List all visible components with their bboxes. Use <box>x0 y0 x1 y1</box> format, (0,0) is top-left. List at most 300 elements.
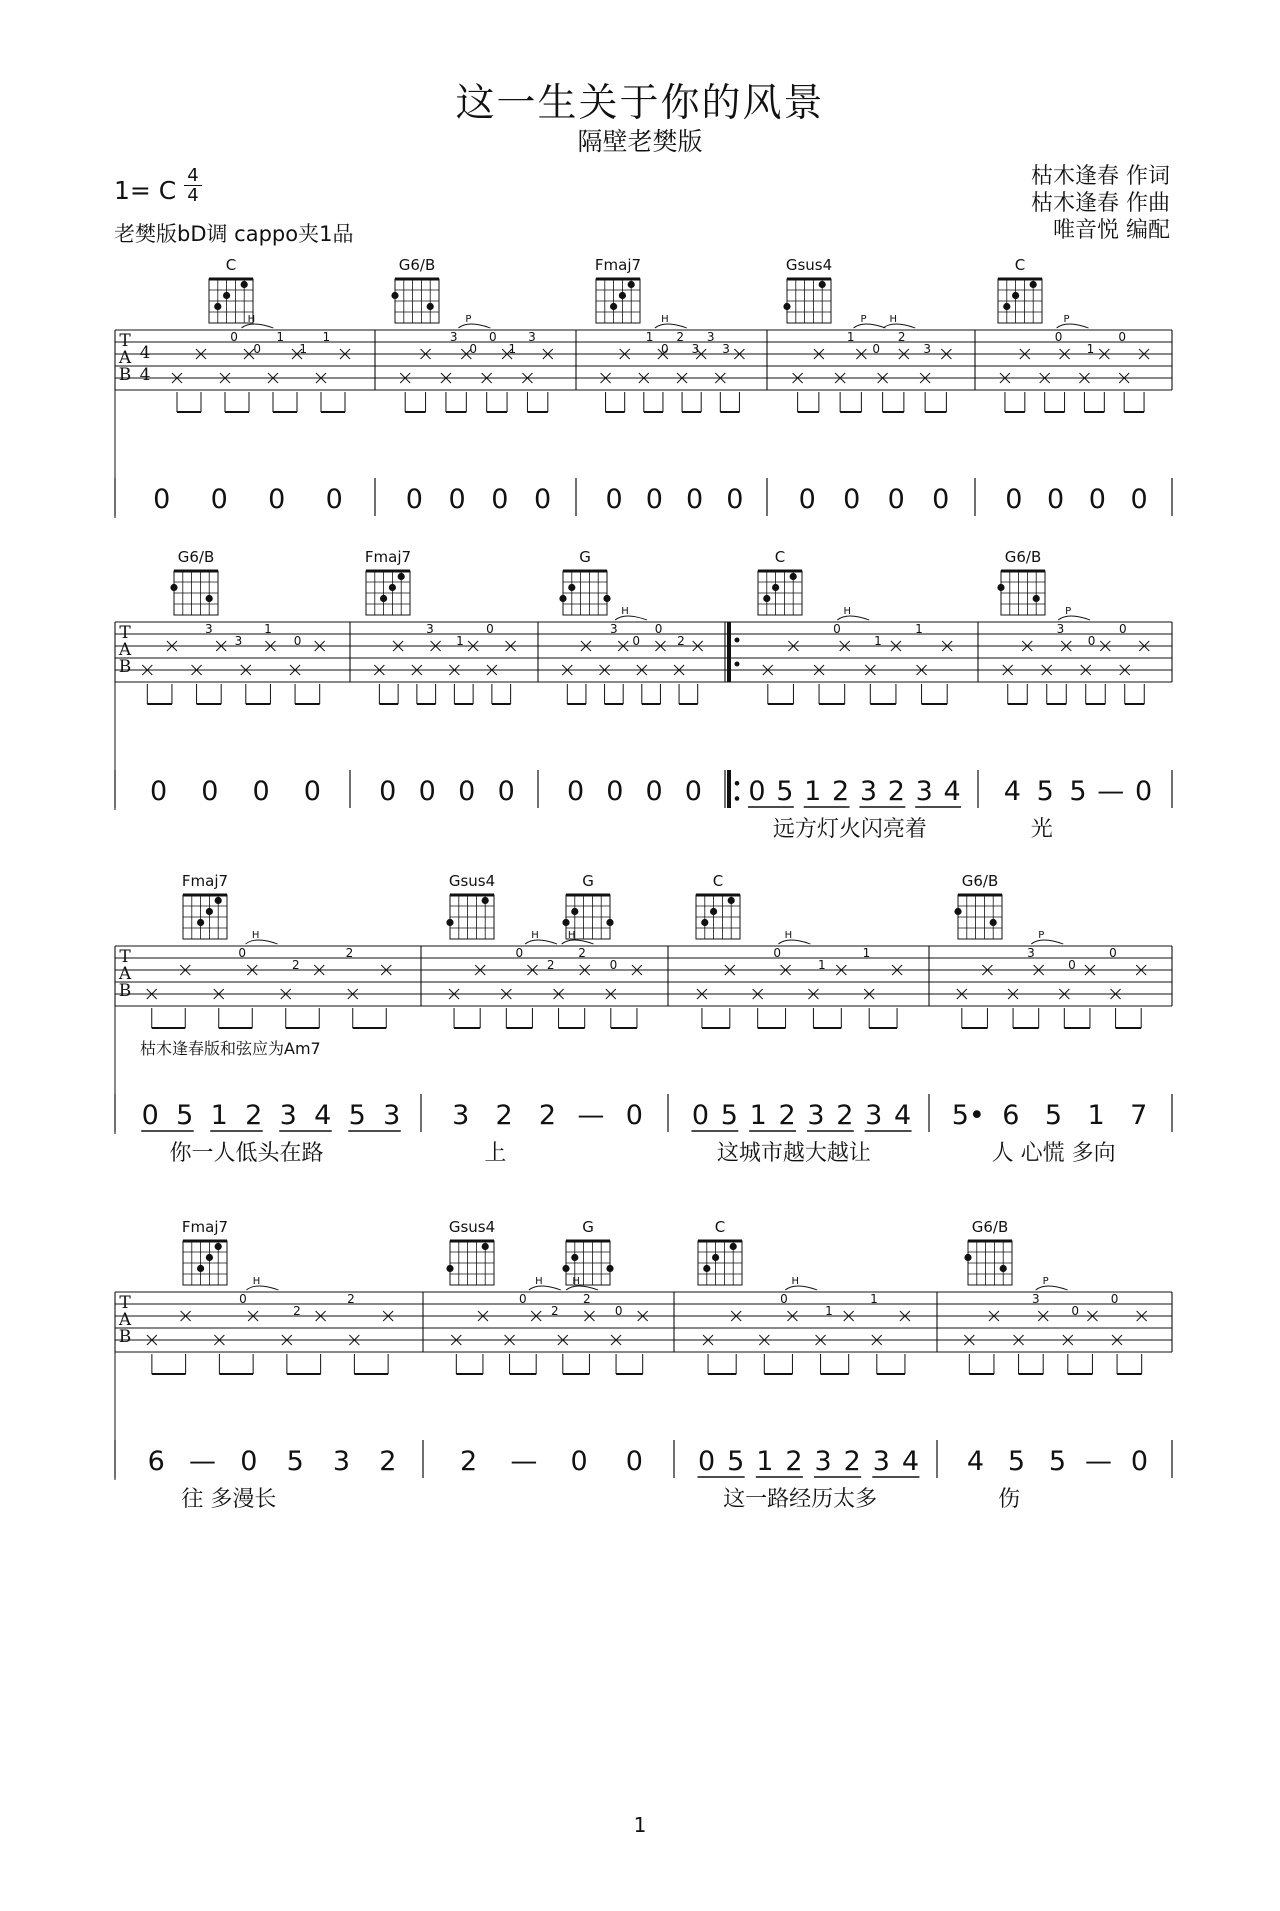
tab-fret-number: 2 <box>551 1303 559 1318</box>
tab-slur <box>854 324 886 328</box>
jianpu-note: 0 <box>1088 484 1106 515</box>
chord-finger-dot <box>482 1243 489 1250</box>
lyric-text: 人 心慌 多向 <box>991 1141 1116 1166</box>
tab-slur <box>562 940 594 944</box>
tab-fret-number: 0 <box>238 945 247 960</box>
jianpu-note: 4 <box>1003 776 1021 807</box>
tab-technique-mark: H <box>567 930 576 941</box>
tab-fret-number: 0 <box>1110 1291 1119 1306</box>
chord-finger-dot <box>170 584 177 591</box>
chord-finger-dot <box>568 584 575 591</box>
tab-fret-number: 0 <box>872 341 881 356</box>
tab-slur <box>778 940 810 944</box>
jianpu-repeat-dot <box>735 781 740 786</box>
jianpu-note: 0 <box>1130 484 1148 515</box>
tab-slur <box>246 940 278 944</box>
tab-slur <box>655 324 687 328</box>
tab-slur <box>566 1286 598 1290</box>
jianpu-note: 0 <box>201 776 219 807</box>
arranger-credit: 唯音悦 编配 <box>1053 218 1170 243</box>
jianpu-note: 4 <box>893 1100 912 1131</box>
tab-technique-mark: P <box>860 314 867 325</box>
chord-finger-dot <box>610 303 617 310</box>
tab-fret-number: 0 <box>486 621 494 636</box>
chord-finger-dot <box>710 908 717 915</box>
jianpu-note: 5 <box>1069 776 1087 807</box>
tab-fret-number: 3 <box>528 329 536 344</box>
tab-clef-t: T <box>119 1293 131 1313</box>
tab-technique-mark: P <box>465 314 472 325</box>
jianpu-note: 3 <box>279 1100 297 1131</box>
jianpu-note: 3 <box>865 1100 883 1131</box>
tab-fret-number: 0 <box>230 329 238 344</box>
tab-technique-mark: P <box>1065 606 1072 617</box>
jianpu-note: 2 <box>843 1446 861 1477</box>
jianpu-note: 0 <box>932 484 950 515</box>
system-4-notation <box>0 1212 1280 1552</box>
tab-slur <box>525 940 557 944</box>
chord-diagram-4 <box>964 1218 1012 1285</box>
tab-fret-number: 2 <box>347 1291 355 1306</box>
tab-fret-number: 0 <box>1068 957 1076 972</box>
jianpu-note: 0 <box>534 484 552 515</box>
jianpu-note: 0 <box>497 776 515 807</box>
chord-name: G6/B <box>398 256 436 274</box>
tab-technique-mark: H <box>843 606 852 617</box>
jianpu-note: 0 <box>1135 776 1153 807</box>
jianpu-note: 5• <box>951 1100 985 1131</box>
chord-finger-dot <box>215 897 222 904</box>
tab-clef-t: T <box>119 947 131 967</box>
tab-fret-number: 0 <box>1054 329 1063 344</box>
chord-finger-dot <box>571 908 578 915</box>
jianpu-note: 0 <box>491 484 509 515</box>
repeat-dot <box>735 662 740 667</box>
chord-diagram-3 <box>783 256 832 323</box>
jianpu-note: 3 <box>872 1446 890 1477</box>
tab-fret-number: 0 <box>1109 945 1117 960</box>
tab-clef-b: B <box>118 657 132 677</box>
chord-finger-dot <box>603 595 610 602</box>
tab-clef-b: B <box>118 981 132 1001</box>
chord-diagram-1 <box>365 548 411 615</box>
tab-clef-b: B <box>118 1327 132 1347</box>
chord-finger-dot <box>703 1265 710 1272</box>
jianpu-note: 0 <box>448 484 466 515</box>
tab-fret-number: 0 <box>1118 329 1127 344</box>
tab-fret-number: 3 <box>1027 945 1035 960</box>
tab-fret-number: 2 <box>546 957 555 972</box>
jianpu-note: — <box>1097 776 1125 807</box>
jianpu-note: 0 <box>887 484 905 515</box>
chord-diagram-0 <box>182 1218 228 1285</box>
chord-name: Gsus4 <box>448 872 496 890</box>
chord-finger-dot <box>783 303 790 310</box>
tab-slur <box>1058 616 1090 620</box>
tab-fret-number: 1 <box>1086 341 1095 356</box>
chord-name: C <box>712 872 724 890</box>
jianpu-note: 2 <box>538 1100 557 1131</box>
chord-finger-dot <box>206 908 213 915</box>
jianpu-note: 2 <box>785 1446 803 1477</box>
chord-diagram-4 <box>997 548 1045 615</box>
jianpu-note: 2 <box>778 1100 796 1131</box>
tab-fret-number: 0 <box>632 633 641 648</box>
tab-slur <box>529 1286 561 1290</box>
jianpu-note: 0 <box>625 1446 643 1477</box>
jianpu-note: 5 <box>348 1100 366 1131</box>
tab-clef-b: B <box>118 365 132 385</box>
tab-fret-number: 0 <box>773 945 782 960</box>
jianpu-note: 0 <box>405 484 423 515</box>
jianpu-note: 0 <box>843 484 861 515</box>
tab-time-signature: 4 <box>139 365 151 385</box>
tab-fret-number: 0 <box>253 341 261 356</box>
tab-technique-mark: H <box>252 1276 261 1287</box>
jianpu-note: 0 <box>697 1446 716 1477</box>
chord-finger-dot <box>427 303 434 310</box>
tab-technique-mark: H <box>535 1276 543 1287</box>
tab-fret-number: 0 <box>488 329 497 344</box>
jianpu-note: 5 <box>720 1100 738 1131</box>
system-2-notation <box>0 542 1280 882</box>
tab-slur <box>458 324 490 328</box>
tab-fret-number: 1 <box>874 633 882 648</box>
jianpu-note: 0 <box>379 776 397 807</box>
jianpu-note: 0 <box>798 484 816 515</box>
system-1-notation <box>0 250 1280 590</box>
tab-technique-mark: H <box>889 314 898 325</box>
tab-fret-number: 3 <box>923 341 932 356</box>
tab-fret-number: 0 <box>293 633 302 648</box>
tab-fret-number: 0 <box>519 1291 527 1306</box>
jianpu-note: 0 <box>691 1100 710 1131</box>
tab-clef-a: A <box>118 348 132 368</box>
chord-diagram-1 <box>446 872 495 939</box>
tab-fret-number: 0 <box>609 957 618 972</box>
tab-technique-mark: P <box>1063 314 1070 325</box>
chord-finger-dot <box>730 1243 737 1250</box>
jianpu-note: 3 <box>807 1100 825 1131</box>
tab-fret-number: 1 <box>276 329 285 344</box>
tab-technique-mark: H <box>621 606 629 617</box>
tab-slur <box>1031 940 1063 944</box>
jianpu-note: 5 <box>776 776 794 807</box>
jianpu-note: 0 <box>686 484 704 515</box>
tab-technique-mark: H <box>572 1276 580 1287</box>
tab-fret-number: 2 <box>291 957 300 972</box>
tab-fret-number: 1 <box>645 329 654 344</box>
tab-fret-number: 1 <box>817 957 826 972</box>
chord-finger-dot <box>215 1243 222 1250</box>
jianpu-note: 0 <box>210 484 228 515</box>
jianpu-note: — <box>577 1100 605 1131</box>
chord-finger-dot <box>446 1265 453 1272</box>
song-subtitle: 隔壁老樊版 <box>577 127 703 156</box>
jianpu-note: 0 <box>458 776 476 807</box>
tab-fret-number: 1 <box>846 329 855 344</box>
chord-finger-dot <box>1003 303 1010 310</box>
chord-finger-dot <box>954 908 961 915</box>
system-3 <box>0 866 1280 1206</box>
tab-clef-a: A <box>118 964 132 984</box>
lyricist-credit: 枯木逢春 作词 <box>1031 164 1170 189</box>
chord-finger-dot <box>389 584 396 591</box>
jianpu-note: 0 <box>570 1446 588 1477</box>
chord-name: G6/B <box>177 548 215 566</box>
tab-slur <box>615 616 647 620</box>
jianpu-note: 1 <box>749 1100 767 1131</box>
jianpu-note: 5 <box>1007 1446 1026 1477</box>
chord-finger-dot <box>206 1254 213 1261</box>
chord-name: G6/B <box>1004 548 1042 566</box>
chord-name: C <box>225 256 237 274</box>
tab-clef-a: A <box>118 1310 132 1330</box>
tab-fret-number: 1 <box>299 341 308 356</box>
jianpu-note: 0 <box>645 484 663 515</box>
tab-fret-number: 0 <box>780 1291 788 1306</box>
tab-fret-number: 2 <box>293 1303 301 1318</box>
tab-fret-number: 3 <box>706 329 715 344</box>
jianpu-note: 2 <box>379 1446 397 1477</box>
chord-finger-dot <box>606 1265 613 1272</box>
chord-diagram-3 <box>758 548 802 615</box>
lyric-text: 往 多漫长 <box>181 1487 277 1512</box>
jianpu-note: — <box>189 1446 216 1477</box>
jianpu-note: 6 <box>147 1446 165 1477</box>
chord-name: Fmaj7 <box>181 1218 229 1236</box>
system-4 <box>0 1212 1280 1552</box>
jianpu-note: 0 <box>684 776 702 807</box>
capo-note: 老樊版bD调 cappo夹1品 <box>114 222 354 246</box>
tab-fret-number: 1 <box>870 1291 878 1306</box>
lyric-text: 光 <box>1030 817 1053 842</box>
jianpu-note: 6 <box>1002 1100 1020 1131</box>
tab-fret-number: 2 <box>677 633 685 648</box>
tab-fret-number: 1 <box>508 341 517 356</box>
tab-fret-number: 2 <box>676 329 684 344</box>
chord-name: C <box>1014 256 1026 274</box>
chord-name: G <box>579 548 591 566</box>
jianpu-note: 0 <box>418 776 436 807</box>
tab-fret-number: 0 <box>1087 633 1096 648</box>
chord-finger-dot <box>241 281 248 288</box>
chord-diagram-3 <box>696 872 740 939</box>
chord-finger-dot <box>214 303 221 310</box>
jianpu-note: 4 <box>943 776 961 807</box>
lyric-text: 伤 <box>998 1487 1021 1512</box>
chord-diagram-1 <box>391 256 439 323</box>
tab-clef-t: T <box>119 623 131 643</box>
chord-diagram-0 <box>170 548 218 615</box>
chord-finger-dot <box>1012 292 1019 299</box>
chord-diagram-4 <box>954 872 1002 939</box>
chord-name: Fmaj7 <box>181 872 229 890</box>
jianpu-note: 3 <box>332 1446 351 1477</box>
chord-name: Gsus4 <box>448 1218 496 1236</box>
chord-finger-dot <box>482 897 489 904</box>
tab-fret-number: 1 <box>825 1303 833 1318</box>
tab-fret-number: 2 <box>578 945 586 960</box>
jianpu-note: 0 <box>1047 484 1065 515</box>
tab-fret-number: 3 <box>449 329 458 344</box>
tab-fret-number: 0 <box>654 621 663 636</box>
tab-slur <box>1036 1286 1068 1290</box>
tab-fret-number: 3 <box>426 621 434 636</box>
jianpu-note: 1 <box>804 776 822 807</box>
jianpu-note: 2 <box>460 1446 478 1477</box>
chord-name: Gsus4 <box>785 256 833 274</box>
chord-diagram-0 <box>182 872 228 939</box>
tab-slur <box>883 324 915 328</box>
jianpu-note: 5 <box>286 1446 304 1477</box>
tab-slur <box>1057 324 1089 328</box>
tab-fret-number: 2 <box>345 945 354 960</box>
tab-slur <box>837 616 869 620</box>
tab-technique-mark: H <box>247 314 256 325</box>
jianpu-note: 0 <box>303 776 321 807</box>
jianpu-note: 5 <box>1044 1100 1063 1131</box>
tab-fret-number: 0 <box>469 341 478 356</box>
chord-finger-dot <box>763 595 770 602</box>
credits <box>1031 163 1170 244</box>
tab-time-signature: 4 <box>139 343 151 363</box>
chord-name: Fmaj7 <box>364 548 412 566</box>
chord-finger-dot <box>571 1254 578 1261</box>
chord-finger-dot <box>990 919 997 926</box>
chord-name: G6/B <box>971 1218 1009 1236</box>
tab-technique-mark: P <box>1038 930 1045 941</box>
tab-fret-number: 0 <box>239 1291 247 1306</box>
jianpu-note: 3 <box>859 776 878 807</box>
tab-fret-number: 1 <box>915 621 923 636</box>
jianpu-note: 0 <box>748 776 766 807</box>
jianpu-note: 2 <box>831 776 850 807</box>
tab-fret-number: 0 <box>515 945 524 960</box>
tab-fret-number: 2 <box>897 329 906 344</box>
chord-finger-dot <box>790 573 797 580</box>
chord-finger-dot <box>819 281 826 288</box>
jianpu-note: 1 <box>756 1446 774 1477</box>
composer-credit: 枯木逢春 作曲 <box>1031 191 1170 216</box>
jianpu-note: 1 <box>210 1100 228 1131</box>
jianpu-note: 5 <box>727 1446 745 1477</box>
chord-finger-dot <box>772 584 779 591</box>
tab-fret-number: 0 <box>614 1303 623 1318</box>
jianpu-note: 3 <box>452 1100 470 1131</box>
tab-fret-number: 3 <box>234 633 243 648</box>
tab-technique-mark: H <box>661 314 669 325</box>
tab-fret-number: 1 <box>862 945 871 960</box>
chord-finger-dot <box>559 595 566 602</box>
jianpu-note: 0 <box>1005 484 1023 515</box>
jianpu-note: 2 <box>887 776 905 807</box>
jianpu-note: 2 <box>495 1100 513 1131</box>
time-signature-top: 4 <box>187 165 199 186</box>
key-signature: 1= C <box>114 176 177 205</box>
jianpu-note: 3 <box>383 1100 401 1131</box>
chord-name: C <box>714 1218 726 1236</box>
chord-finger-dot <box>712 1254 719 1261</box>
chord-finger-dot <box>619 292 626 299</box>
chord-finger-dot <box>701 919 708 926</box>
chord-finger-dot <box>562 1265 569 1272</box>
chord-diagram-0 <box>209 256 253 323</box>
chord-name: G <box>582 1218 594 1236</box>
lyric-text: 远方灯火闪亮着 <box>772 817 927 842</box>
chord-diagram-2 <box>559 548 610 615</box>
tab-fret-number: 0 <box>833 621 841 636</box>
tab-fret-number: 3 <box>205 621 213 636</box>
jianpu-note: 0 <box>150 776 168 807</box>
chord-finger-dot <box>728 897 735 904</box>
jianpu-repeat-dot <box>735 796 740 801</box>
lyric-text: 上 <box>484 1141 507 1166</box>
jianpu-note: 0 <box>268 484 286 515</box>
tab-technique-mark: H <box>531 930 539 941</box>
jianpu-note: — <box>1085 1446 1112 1477</box>
chord-diagram-4 <box>998 256 1042 323</box>
jianpu-note: 7 <box>1130 1100 1148 1131</box>
chord-finger-dot <box>391 292 398 299</box>
song-title: 这一生关于你的风景 <box>455 81 825 126</box>
chord-finger-dot <box>964 1254 971 1261</box>
tab-fret-number: 1 <box>264 621 272 636</box>
time-signature-bottom: 4 <box>187 185 199 206</box>
jianpu-note: 5 <box>1036 776 1054 807</box>
jianpu-note: 0 <box>645 776 663 807</box>
tab-fret-number: 3 <box>610 621 618 636</box>
tab-fret-number: 1 <box>322 329 331 344</box>
chord-diagram-2 <box>562 1218 613 1285</box>
jianpu-note: 1 <box>1087 1100 1105 1131</box>
chord-finger-dot <box>1030 281 1037 288</box>
jianpu-note: 3 <box>814 1446 832 1477</box>
jianpu-note: 0 <box>240 1446 258 1477</box>
tab-fret-number: 3 <box>1031 1291 1040 1306</box>
chord-finger-dot <box>997 584 1004 591</box>
jianpu-note: 4 <box>901 1446 920 1477</box>
tab-slur <box>241 324 273 328</box>
tab-fret-number: 3 <box>1056 621 1065 636</box>
repeat-dot <box>735 638 740 643</box>
jianpu-note: 0 <box>605 484 623 515</box>
tab-fret-number: 0 <box>1118 621 1127 636</box>
tab-slur <box>247 1286 279 1290</box>
lyric-text: 这一路经历太多 <box>723 1487 878 1512</box>
chord-finger-dot <box>606 919 613 926</box>
lyric-text: 你一人低头在路 <box>169 1141 324 1166</box>
chord-name: C <box>774 548 786 566</box>
chord-finger-dot <box>197 1265 204 1272</box>
chord-finger-dot <box>1000 1265 1007 1272</box>
jianpu-note: 0 <box>325 484 343 515</box>
jianpu-note: 5 <box>1048 1446 1067 1477</box>
jianpu-note: 0 <box>1130 1446 1149 1477</box>
jianpu-note: 0 <box>153 484 171 515</box>
jianpu-note: 0 <box>252 776 270 807</box>
jianpu-note: 2 <box>836 1100 854 1131</box>
chord-finger-dot <box>446 919 453 926</box>
chord-name: G <box>582 872 594 890</box>
tab-fret-number: 3 <box>722 341 730 356</box>
chord-finger-dot <box>1033 595 1040 602</box>
tab-technique-mark: H <box>784 930 793 941</box>
tab-fret-number: 0 <box>1071 1303 1080 1318</box>
chord-finger-dot <box>223 292 230 299</box>
chord-annotation: 枯木逢春版和弦应为Am7 <box>140 1039 321 1058</box>
tab-technique-mark: P <box>1042 1276 1049 1287</box>
